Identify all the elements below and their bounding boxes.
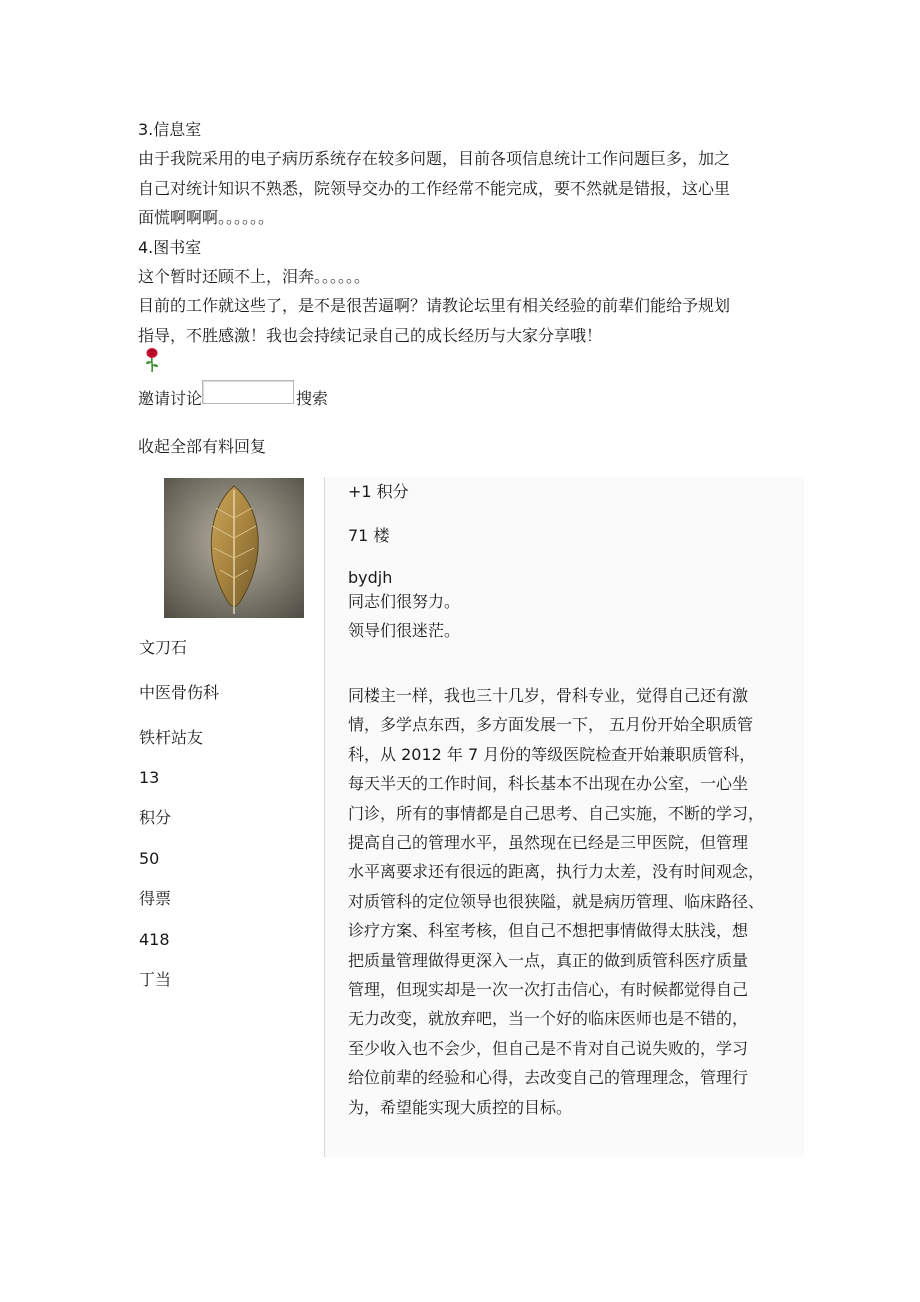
author-avatar[interactable] — [164, 478, 304, 618]
intro-line: 面慌啊啊啊。。。。。。 — [138, 208, 275, 228]
points-badge: +1 积分 — [348, 482, 409, 501]
intro-line: 3.信息室 — [138, 120, 202, 139]
stat-votes-label: 得票 — [139, 889, 172, 908]
stat-points-label: 积分 — [139, 808, 172, 827]
search-button[interactable]: 搜索 — [296, 389, 329, 408]
body-line: 管理，但现实却是一次一次打击信心，有时候都觉得自己 — [348, 980, 749, 1000]
quote-line: 同志们很努力。 — [348, 592, 461, 611]
reply-body-text — [348, 681, 788, 1122]
author-rank: 铁杆站友 — [139, 728, 204, 747]
stat-dingdang-label: 丁当 — [139, 970, 172, 989]
intro-line: 目前的工作就这些了，是不是很苦逼啊？请教论坛里有相关经验的前辈们能给予规划 — [138, 296, 731, 316]
body-line: 诊疗方案、科室考核，但自己不想把事情做得太肤浅，想 — [348, 921, 749, 941]
reply-card — [138, 477, 804, 1157]
body-line: 水平离要求还有很远的距离，执行力太差，没有时间观念， — [348, 862, 765, 882]
body-line: 无力改变，就放弃吧，当一个好的临床医师也是不错的， — [348, 1009, 749, 1029]
stat-points-value: 13 — [139, 768, 160, 787]
body-line: 给位前辈的经验和心得，去改变自己的管理理念，管理行 — [348, 1068, 749, 1088]
floor-number[interactable]: 71 楼 — [348, 526, 390, 545]
author-name[interactable]: 文刀石 — [139, 638, 188, 657]
body-line: 至少收入也不会少，但自己是不肯对自己说失败的，学习 — [348, 1038, 749, 1058]
invite-user-input[interactable] — [202, 380, 294, 404]
invite-label: 邀请讨论 — [138, 389, 203, 408]
body-line: 科，从 2012 年 7 月份的等级医院检查开始兼职质管科， — [348, 744, 756, 764]
intro-line: 这个暂时还顾不上，泪奔。。。。。。 — [138, 267, 371, 287]
body-line: 提高自己的管理水平，虽然现在已经是三甲医院，但管理 — [348, 833, 749, 853]
stat-dingdang-value: 418 — [139, 930, 170, 949]
body-line: 门诊，所有的事情都是自己思考、自己实施，不断的学习， — [348, 803, 765, 823]
leaf-avatar-image — [164, 478, 304, 618]
collapse-replies-link[interactable]: 收起全部有料回复 — [138, 437, 267, 456]
invite-discussion-row — [138, 380, 328, 410]
post-intro-text — [138, 115, 778, 350]
quote-line: 领导们很迷茫。 — [348, 621, 461, 640]
intro-line: 自己对统计知识不熟悉，院领导交办的工作经常不能完成，要不然就是错报，这心里 — [138, 178, 731, 198]
rose-icon — [142, 347, 162, 373]
body-line: 情，多学点东西，多方面发展一下， 五月份开始全职质管 — [348, 715, 754, 735]
intro-line: 指导，不胜感激！我也会持续记录自己的成长经历与大家分享哦！ — [138, 325, 603, 345]
body-line: 对质管科的定位领导也很狭隘，就是病历管理、临床路径、 — [348, 891, 765, 911]
body-line: 同楼主一样，我也三十几岁，骨科专业，觉得自己还有激 — [348, 686, 749, 705]
author-department: 中医骨伤科 — [139, 683, 220, 702]
author-column — [138, 477, 325, 1157]
body-line: 为，希望能实现大质控的目标。 — [348, 1097, 573, 1117]
body-line: 把质量管理做得更深入一点，真正的做到质管科医疗质量 — [348, 950, 749, 970]
quote-author: bydjh — [348, 568, 393, 587]
intro-line: 4.图书室 — [138, 237, 202, 257]
stat-votes-value: 50 — [139, 849, 160, 868]
body-line: 每天半天的工作时间，科长基本不出现在办公室，一心坐 — [348, 774, 749, 794]
intro-line: 由于我院采用的电子病历系统存在较多问题，目前各项信息统计工作问题巨多，加之 — [138, 149, 731, 169]
